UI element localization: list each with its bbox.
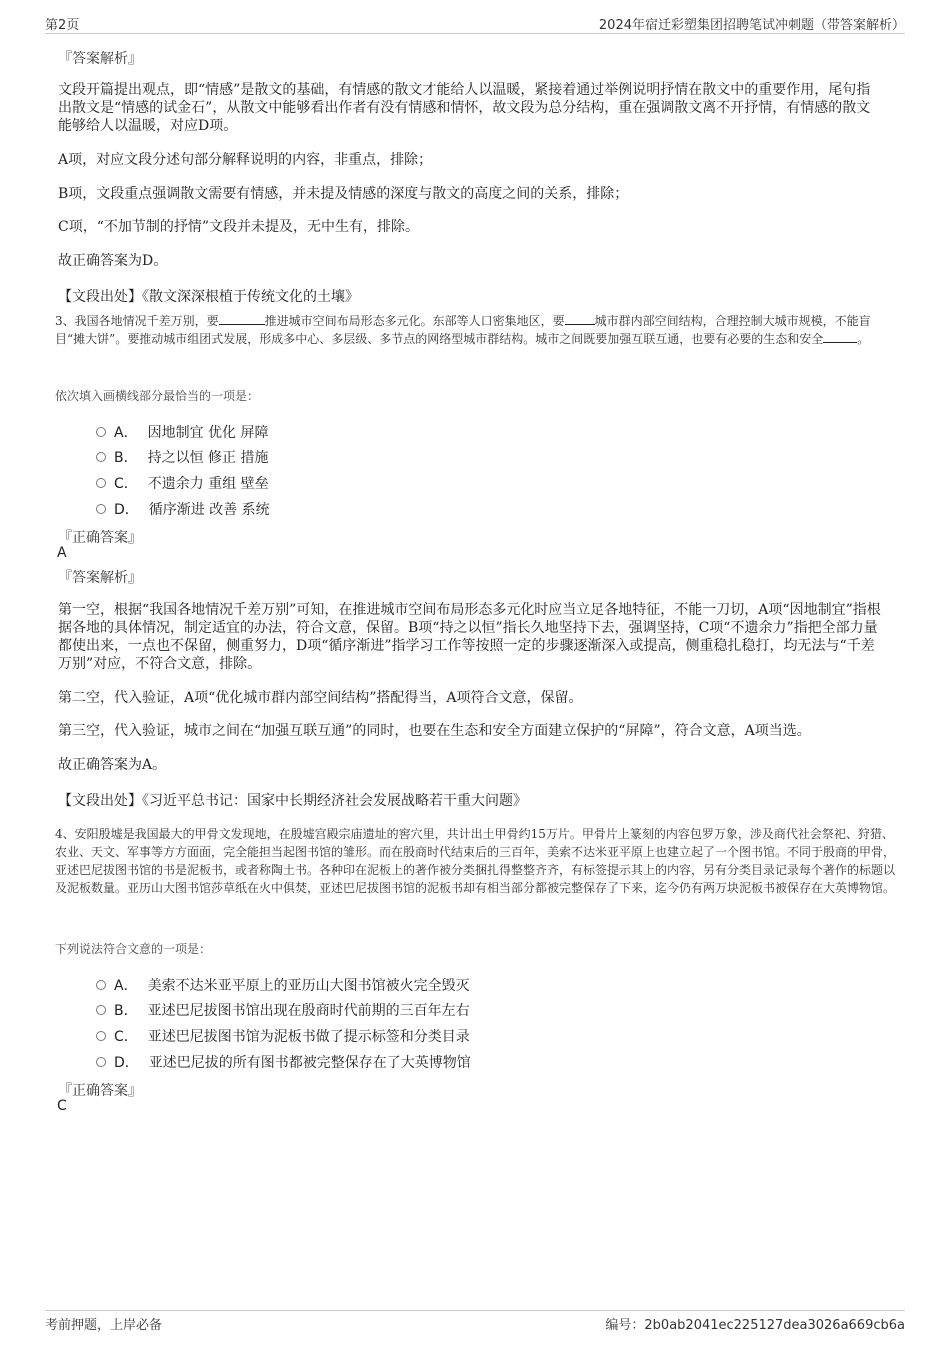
q2-source: 【文段出处】《散文深深根植于传统文化的土壤》: [58, 289, 359, 305]
q3-analysis-blank-3: 第三空，代入验证，城市之间在“加强互联互通”的同时，也要在生态和安全方面建立保护的“屏障”，符合文意，A项当选。: [58, 723, 811, 739]
q3-blank-1: [219, 312, 265, 325]
radio-icon[interactable]: [96, 504, 106, 514]
q3-analysis-blank-2: 第二空，代入验证，A项“优化城市群内部空间结构”搭配得当，A项符合文意，保留。: [58, 690, 583, 706]
q4-option-a[interactable]: A． 美索不达米亚平原上的亚历山大图书馆被火完全毁灭: [96, 975, 470, 995]
q3-blank-3: [823, 330, 857, 343]
radio-icon[interactable]: [96, 427, 106, 437]
header-divider: [45, 33, 905, 34]
radio-icon[interactable]: [96, 1005, 106, 1015]
correct-answer-label: 『正确答案』: [58, 530, 142, 546]
q3-prompt: 依次填入画横线部分最恰当的一项是：: [55, 389, 260, 403]
q2-analysis-paragraph: 文段开篇提出观点，即“情感”是散文的基础，有情感的散文才能给人以温暖，紧接着通过举例说明抒情在散文中的重要作用，尾句指出散文是“情感的试金石”，从散文中能够看出作者有没有情感和情怀，故文段为总分结构，重在强调散文离不开抒情，有情感的散文能够给人以温暖，对应D项。: [58, 82, 871, 134]
q3-analysis-conclusion: 故正确答案为A。: [58, 757, 167, 773]
footer-slogan: 考前押题，上岸必备: [45, 1318, 163, 1333]
radio-icon[interactable]: [96, 980, 106, 990]
document-code-label: 编号：: [605, 1318, 645, 1333]
q3-option-a[interactable]: A． 因地制宜 优化 屏障: [96, 422, 268, 442]
q3-correct-answer: A: [57, 545, 67, 561]
q3-stem: 3、我国各地情况千差万别，要 推进城市空间布局形态多元化。东部等人口密集地区，要 城市群内部空间结构，合理控制大城市规模，不能盲目“摊大饼”。要推动城市组团式发展，形成多中心、多层级、多节点的网络型城市群结构。城市之间既要加强互联互通，也要有必要的生态和安全 。: [55, 314, 871, 346]
document-code: [605, 1314, 905, 1333]
q4-option-d[interactable]: D． 亚述巴尼拔的所有图书都被完整保存在了大英博物馆: [96, 1052, 471, 1072]
q2-analysis-conclusion: 故正确答案为D。: [58, 253, 168, 269]
q3-analysis-blank-1: 第一空，根据“我国各地情况千差万别”可知，在推进城市空间布局形态多元化时应当立足各地特征，不能一刀切，A项“因地制宜”指根据各地的具体情况，制定适宜的办法，符合文意，保留。B项“持之以恒”指长久地坚持下去，强调坚持，C项“不遗余力”指把全部力量都使出来，一点也不保留，侧重努力，D项“循序渐进”指学习工作等按照一定的步骤逐渐深入或提高，侧重稳扎稳打，均无法与“千差万别”对应，不符合文意，排除。: [58, 602, 881, 672]
document-title: 2024年宿迁彩塑集团招聘笔试冲刺题（带答案解析）: [598, 18, 905, 33]
page-number: 第2页: [45, 18, 80, 33]
q2-analysis-option-c: C项，“不加节制的抒情”文段并未提及，无中生有，排除。: [58, 219, 420, 235]
q4-option-c[interactable]: C． 亚述巴尼拔图书馆为泥板书做了提示标签和分类目录: [96, 1026, 470, 1046]
q4-prompt: 下列说法符合文意的一项是：: [55, 942, 212, 956]
q3-option-c[interactable]: C． 不遗余力 重组 壁垒: [96, 473, 269, 493]
q2-analysis-option-a: A项，对应文段分述句部分解释说明的内容，非重点，排除；: [58, 152, 433, 168]
radio-icon[interactable]: [96, 452, 106, 462]
analysis-label: 『答案解析』: [58, 51, 142, 67]
radio-icon[interactable]: [96, 478, 106, 488]
page-header: [45, 14, 905, 34]
radio-icon[interactable]: [96, 1031, 106, 1041]
analysis-label: 『答案解析』: [58, 570, 142, 586]
q4-correct-answer: C: [57, 1098, 67, 1114]
q2-analysis-option-b: B项，文段重点强调散文需要有情感，并未提及情感的深度与散文的高度之间的关系，排除；: [58, 186, 629, 202]
radio-icon[interactable]: [96, 1057, 106, 1067]
page-footer: [45, 1314, 905, 1334]
correct-answer-label: 『正确答案』: [58, 1083, 142, 1099]
q3-option-b[interactable]: B． 持之以恒 修正 措施: [96, 447, 269, 467]
document-code-value: 2b0ab2041ec225127dea3026a669cb6a: [644, 1318, 905, 1333]
q3-option-d[interactable]: D． 循序渐进 改善 系统: [96, 499, 270, 519]
q4-option-b[interactable]: B． 亚述巴尼拔图书馆出现在殷商时代前期的三百年左右: [96, 1000, 470, 1020]
q3-blank-2: [565, 312, 595, 325]
footer-divider: [45, 1310, 905, 1311]
q4-stem: 4、安阳殷墟是我国最大的甲骨文发现地，在殷墟宫殿宗庙遗址的窖穴里，共计出土甲骨约15万片。甲骨片上篆刻的内容包罗万象，涉及商代社会祭祀、狩猎、农业、天文、军事等方方面面，完全能担当起图书馆的雏形。而在殷商时代结束后的三百年，美索不达米亚平原上也建立起了一个图书馆。不同于殷商的甲骨，亚述巴尼拔图书馆的书是泥板书，或者称陶土书。各种印在泥板上的著作被分类捆扎得整整齐齐，有标签提示其上的内容，另有分类目录记录每个著作的标题以及泥板数量。亚历山大图书馆莎草纸在火中俱焚，亚述巴尼拔图书馆的泥板书却有相当部分都被完整保存了下来，迄今仍有两万块泥板书被保存在大英博物馆。: [55, 827, 896, 895]
q3-source: 【文段出处】《习近平总书记：国家中长期经济社会发展战略若干重大问题》: [58, 793, 527, 809]
